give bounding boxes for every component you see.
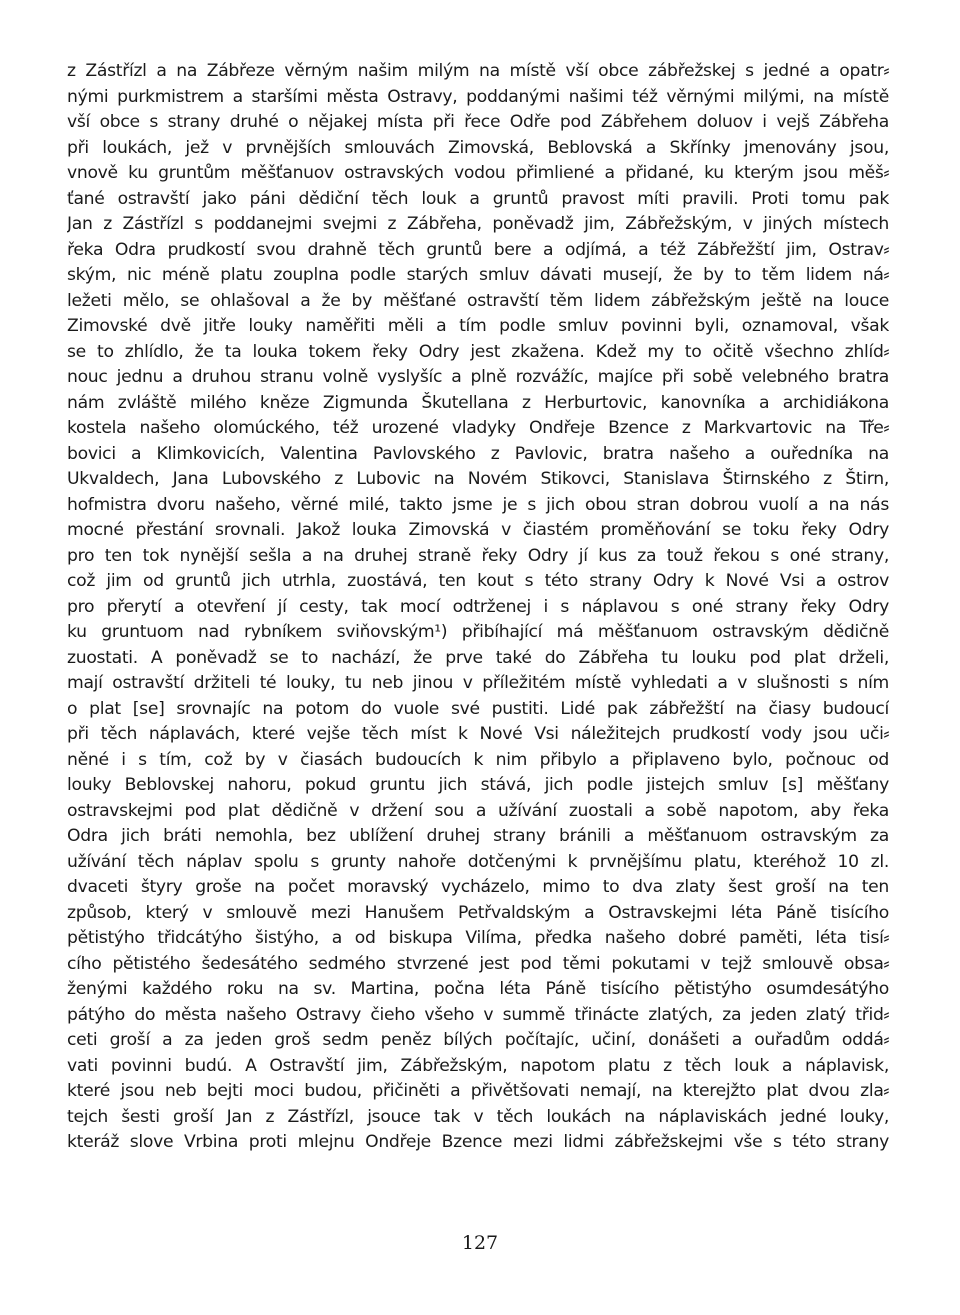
text-line: Jan z Zástřízl s poddanejmi svejmi z Zábřeha, poněvadž jim, Zábřežským, v jiných místech — [67, 214, 889, 234]
text-line: ťané ostravští jako páni dědiční těch louk a gruntů pravost míti pravili. Proti tomu pak — [67, 188, 889, 209]
text-line: nouc jednu a druhou stranu volně vyslyšíc a plně rozvážíc, majíce při sobě velebného bratra — [67, 367, 889, 387]
text-line: řeka Odra prudkostí svou drahně těch gruntů bere a odjímá, a též Zábřežští jim, Ostrav⸗ — [67, 239, 889, 260]
page-number: 127 — [461, 1232, 499, 1254]
text-line: Odra jich bráti nemohla, bez ublížení druhej strany bránili a měšťanuom ostravským za — [67, 826, 889, 846]
text-line: ostravskejmi pod plat dědičně v držení sou a užívání zuostali a sobě napotom, aby řeka — [67, 800, 889, 821]
text-line: kostela našeho olomúckého, též urozené vladyky Ondřeje Bzence z Markvartovic na Tře⸗ — [67, 418, 889, 438]
text-line: vati povinni budú. A Ostravští jim, Zábřežským, napotom platu z těch louk a náplavisk, — [67, 1055, 889, 1076]
text-line: které jsou neb bejti moci budou, přičiněti a přivětšovati nemají, na kterejžto plat dvou zla⸗ — [67, 1081, 889, 1101]
text-line: ležeti mělo, se ohlašoval a že by měšťané ostravští těm lidem zábřežským ještě na louce — [67, 290, 889, 311]
text-line: cího pětistého šedesátého sedmého stvrzené jest pod těmi pokutami v tejž smlouvě obsa⸗ — [67, 953, 889, 974]
text-line: ženými každého roku na sv. Martina, počna léta Páně tisícího pětistýho osumdesátýho — [67, 979, 889, 999]
text-line: dvaceti štyry groše na počet moravský vycházelo, mimo to dva zlaty šest groší na ten — [67, 877, 889, 897]
text-line: pro přerytí a otevření jí cesty, tak mocí odtrženej i s náplavou s oné strany řeky Odry — [67, 596, 889, 617]
text-line: nými purkmistrem a staršími města Ostravy, poddanými našimi též věrnými milými, na místě — [67, 86, 889, 107]
text-line: louky Beblovskej nahoru, pokud gruntu jich stává, jich podle jistejch smluv [s] měšťany — [67, 775, 889, 795]
text-line: pátýho do města našeho Ostravy čieho všeho v summě třinácte zlatých, za jeden zlatý třid⸗ — [67, 1004, 889, 1025]
text-line: ceti groší a za jeden groš sedm peněz bílých počítajíc, učiní, donášeti a ouřadům oddá⸗ — [67, 1030, 889, 1050]
text-line: vší obce s strany druhé o nějakej místa při řece Odře pod Zábřehem doluov i vejš Zábřeha — [67, 112, 889, 132]
text-line: zuostati. A poněvadž se to nachází, že prve také do Zábřeha tu louku pod plat drželi, — [67, 647, 889, 668]
body-text — [67, 59, 889, 1156]
text-line: způsob, který v smlouvě mezi Hanušem Petřvaldským a Ostravskejmi léta Páně tisícího — [67, 902, 889, 923]
text-line: pětistýho třidcátýho šistýho, a od biskupa Vilíma, předka našeho dobré paměti, léta tisí⸗ — [67, 928, 889, 948]
text-line: vnově ku gruntům měšťanuov ostravských vodou přimliené a přidané, ku kterým jsou měš⸗ — [67, 163, 889, 183]
text-line: z Zástřízl a na Zábřeze věrným našim milým na místě vší obce zábřežskej s jedné a opatr⸗ — [67, 61, 889, 81]
text-line: což jim od gruntů jich utrhla, zuostává, ten kout s této strany Odry k Nové Vsi a ostrov — [67, 571, 889, 591]
text-line: Ukvaldech, Jana Lubovského z Lubovic na Novém Stikovci, Stanislava Štirnského z Štirn, — [67, 469, 889, 489]
text-line: pro ten tok nynější sešla a na druhej straně řeky Odry jí kus za touž řekou s oné strany, — [67, 545, 889, 566]
text-line: bovici a Klimkovicích, Valentina Pavlovského z Pavlovic, bratra našeho a ouředníka na — [67, 443, 889, 464]
text-line: užívání těch náplav spolu s grunty nahoře dotčenými k prvnějšímu platu, kteréhož 10 zl. — [67, 851, 889, 872]
text-line: ským, nic méně platu zouplna podle starých smluv dávati musejí, že by to těm lidem ná⸗ — [67, 265, 889, 285]
text-line: tejch šesti groší Jan z Zástřízl, jsouce tak v těch loukách na náplaviskách jedné louky, — [67, 1106, 889, 1127]
text-line: se to zhlídlo, že ta louka tokem řeky Odry jest zkažena. Kdež my to očitě všechno zhlíd⸗ — [67, 341, 889, 362]
text-line: kteráž slove Vrbina proti mlejnu Ondřeje Bzence mezi lidmi zábřežskejmi vše s této strany — [67, 1132, 889, 1152]
text-line: mají ostravští držiteli té louky, tu neb jinou v příležitém místě vyhledati a v slušnosti s ním — [67, 673, 889, 693]
text-line: Zimovské dvě jitře louky naměřiti měli a tím podle smluv povinni byli, oznamoval, však — [67, 316, 889, 336]
text-line: při těch náplavách, které vejše těch míst k Nové Vsi náležitejch prudkostí vody jsou uči⸗ — [67, 724, 889, 744]
text-line: nám zvláště milého kněze Zigmunda Škutellana z Herburtovic, kanovníka a archidiákona — [67, 392, 889, 413]
text-line: ku gruntuom nad rybníkem sviňovským¹) přibíhající má měšťanuom ostravským dědičně — [67, 622, 889, 642]
text-line: o plat [se] srovnajíc na potom do vuole své pustiti. Lidé pak zábřežští na čiasy budoucí — [67, 698, 889, 719]
text-line: při loukách, jež v prvnějších smlouvách Zimovská, Beblovská a Skřínky jmenovány jsou, — [67, 137, 889, 158]
text-line: něné i s tím, což by v čiasách budoucích k nim přibylo a připlaveno bylo, počnouc od — [67, 749, 889, 770]
text-line: hofmistra dvoru našeho, věrné milé, takto jsme je s jich obou stran dobrou vuolí a na nás — [67, 494, 889, 515]
text-line: mocné přestání srovnali. Jakož louka Zimovská v čiastém proměňování se toku řeky Odry — [67, 520, 889, 540]
